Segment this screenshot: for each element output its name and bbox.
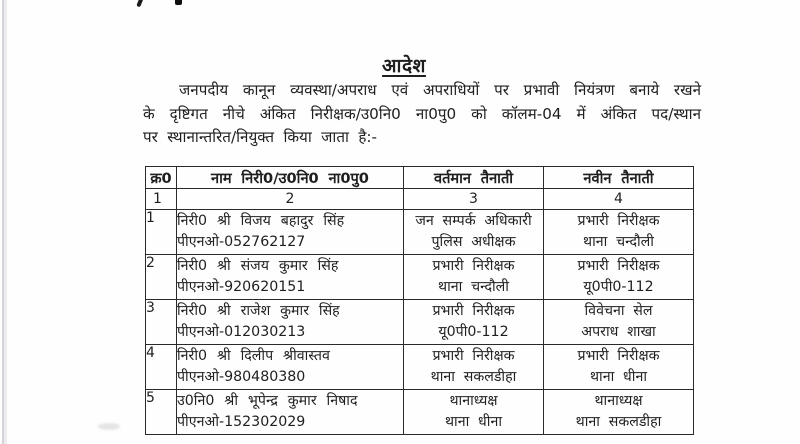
intro-paragraph xyxy=(143,79,701,150)
current-posting-line: थाना चन्दौली xyxy=(438,279,509,295)
new-posting-line: विवेचना सेल xyxy=(584,303,653,319)
name-cell xyxy=(177,300,404,345)
officer-pno: पीएनओ-980480380 xyxy=(177,369,306,385)
new-posting-cell xyxy=(544,210,694,255)
header-current-posting: वर्तमान तैनाती xyxy=(404,167,544,189)
intro-line-3: पर स्थानान्तरित/नियुक्त किया जाता है:- xyxy=(143,128,378,147)
new-posting-line: थाना चन्दौली xyxy=(583,234,654,250)
name-cell xyxy=(177,345,404,390)
table-row xyxy=(146,345,694,390)
new-posting-line: अपराध शाखा xyxy=(581,324,656,340)
officer-name: निरी0 श्री राजेश कुमार सिंह xyxy=(177,303,340,319)
current-posting-line: जन सम्पर्क अधिकारी xyxy=(415,213,532,229)
officer-pno: पीएनओ-920620151 xyxy=(177,279,306,295)
title-container xyxy=(0,52,800,78)
officer-pno: पीएनओ-052762127 xyxy=(177,234,306,250)
serial-cell: 4 xyxy=(146,345,177,390)
table-row xyxy=(146,210,694,255)
table-header-row xyxy=(146,167,694,189)
intro-line-2: के दृष्टिगत नीचे अंकित निरीक्षक/उ0नि0 ना0पु0 को कॉलम-04 में अंकित पद/स्थान xyxy=(143,104,701,123)
order-title: आदेश xyxy=(382,55,426,77)
current-posting-line: प्रभारी निरीक्षक xyxy=(432,303,515,319)
current-posting-cell xyxy=(404,390,544,435)
new-posting-line: प्रभारी निरीक्षक xyxy=(577,348,660,364)
new-posting-cell xyxy=(544,345,694,390)
current-posting-line: प्रभारी निरीक्षक xyxy=(432,258,515,274)
current-posting-cell xyxy=(404,300,544,345)
column-number: 2 xyxy=(177,189,404,210)
new-posting-line: थाना सकलडीहा xyxy=(575,414,662,430)
table-row xyxy=(146,300,694,345)
new-posting-line: प्रभारी निरीक्षक xyxy=(577,213,660,229)
officer-pno: पीएनओ-152302029 xyxy=(177,414,306,430)
officer-name: निरी0 श्री विजय बहादुर सिंह xyxy=(177,213,345,229)
new-posting-line: प्रभारी निरीक्षक xyxy=(577,258,660,274)
serial-cell: 1 xyxy=(146,210,177,255)
column-number-row xyxy=(146,189,694,210)
new-posting-cell xyxy=(544,390,694,435)
new-posting-cell xyxy=(544,300,694,345)
name-cell xyxy=(177,210,404,255)
ink-mark xyxy=(136,0,143,7)
current-posting-line: थाना सकलडीहा xyxy=(430,369,517,385)
name-cell xyxy=(177,390,404,435)
column-number: 1 xyxy=(146,189,177,210)
officer-name: निरी0 श्री दिलीप श्रीवास्तव xyxy=(177,348,330,364)
header-serial: क्र0 xyxy=(146,167,177,189)
scan-smudge xyxy=(98,423,120,430)
ink-mark xyxy=(175,0,182,5)
new-posting-line: थानाध्यक्ष xyxy=(594,393,643,409)
officer-pno: पीएनओ-012030213 xyxy=(177,324,306,340)
column-number: 3 xyxy=(404,189,544,210)
serial-cell: 5 xyxy=(146,390,177,435)
new-posting-line: थाना धीना xyxy=(589,369,647,385)
current-posting-cell xyxy=(404,345,544,390)
officer-name: उ0नि0 श्री भूपेन्द्र कुमार निषाद xyxy=(177,393,358,409)
current-posting-cell xyxy=(404,255,544,300)
serial-cell: 2 xyxy=(146,255,177,300)
officer-name: निरी0 श्री संजय कुमार सिंह xyxy=(177,258,339,274)
current-posting-line: थाना धीना xyxy=(444,414,502,430)
table-row xyxy=(146,390,694,435)
current-posting-line: यू0पी0-112 xyxy=(438,324,509,340)
table-row xyxy=(146,255,694,300)
current-posting-line: थानाध्यक्ष xyxy=(449,393,498,409)
current-posting-cell xyxy=(404,210,544,255)
column-number: 4 xyxy=(544,189,694,210)
new-posting-line: यू0पी0-112 xyxy=(583,279,654,295)
header-new-posting: नवीन तैनाती xyxy=(544,167,694,189)
intro-line-1: जनपदीय कानून व्यवस्था/अपराध एवं अपराधियों पर प्रभावी नियंत्रण बनाये रखने xyxy=(179,81,701,99)
transfer-table xyxy=(145,166,694,435)
current-posting-line: पुलिस अधीक्षक xyxy=(431,234,516,250)
header-name: नाम निरी0/उ0नि0 ना0पु0 xyxy=(177,167,404,189)
name-cell xyxy=(177,255,404,300)
serial-cell: 3 xyxy=(146,300,177,345)
new-posting-cell xyxy=(544,255,694,300)
current-posting-line: प्रभारी निरीक्षक xyxy=(432,348,515,364)
